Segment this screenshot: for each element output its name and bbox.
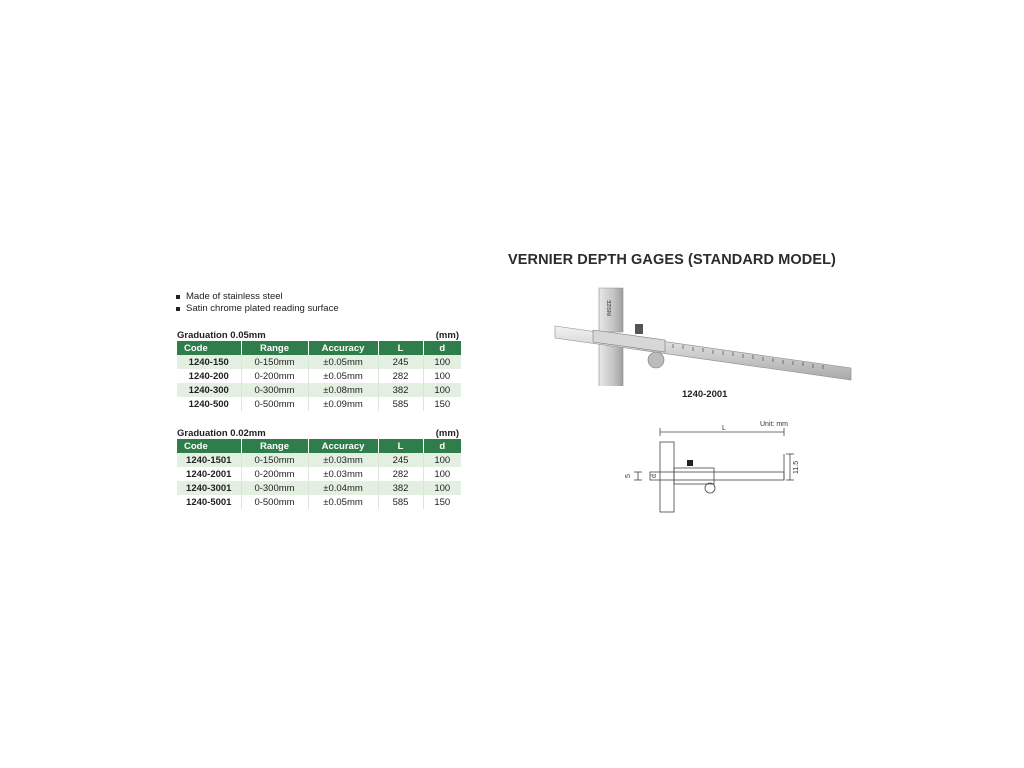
cell-range: 0-500mm: [241, 495, 308, 509]
cell-accuracy: ±0.04mm: [308, 481, 378, 495]
dim-height-label: 11.5: [793, 460, 800, 474]
column-header-code: Code: [177, 439, 241, 453]
spec-table-header: [177, 426, 461, 439]
cell-accuracy: ±0.03mm: [308, 467, 378, 481]
dim-depth-label: d: [651, 474, 658, 478]
cell-code: 1240-3001: [177, 481, 241, 495]
column-header-d: d: [423, 439, 461, 453]
cell-d: 150: [423, 495, 461, 509]
cell-l: 382: [378, 481, 423, 495]
table-header-row: [177, 439, 461, 453]
spec-table: [177, 439, 461, 509]
column-header-d: d: [423, 341, 461, 355]
column-header-code: Code: [177, 341, 241, 355]
dim-length-label: L: [722, 425, 726, 432]
cell-code: 1240-1501: [177, 453, 241, 467]
spec-table-header: [177, 328, 461, 341]
cell-code: 1240-5001: [177, 495, 241, 509]
cell-accuracy: ±0.08mm: [308, 383, 378, 397]
unit-label: (mm): [435, 330, 459, 341]
cell-accuracy: ±0.05mm: [308, 355, 378, 369]
cell-l: 382: [378, 383, 423, 397]
cell-l: 245: [378, 453, 423, 467]
column-header-l: L: [378, 439, 423, 453]
graduation-label: Graduation 0.02mm: [177, 428, 266, 439]
cell-accuracy: ±0.05mm: [308, 369, 378, 383]
cell-l: 282: [378, 369, 423, 383]
table-row: [177, 481, 461, 495]
cell-d: 100: [423, 467, 461, 481]
spec-table-block-002: [177, 426, 461, 509]
cell-l: 245: [378, 355, 423, 369]
table-row: [177, 369, 461, 383]
cell-l: 585: [378, 397, 423, 411]
cell-code: 1240-200: [177, 369, 241, 383]
column-header-accuracy: Accuracy: [308, 341, 378, 355]
feature-item: Made of stainless steel: [176, 291, 339, 303]
table-row: [177, 397, 461, 411]
cell-d: 100: [423, 355, 461, 369]
feature-item: Satin chrome plated reading surface: [176, 303, 339, 315]
table-row: [177, 383, 461, 397]
spec-table: [177, 341, 461, 411]
column-header-range: Range: [241, 439, 308, 453]
cell-accuracy: ±0.05mm: [308, 495, 378, 509]
page-title: VERNIER DEPTH GAGES (STANDARD MODEL): [508, 252, 836, 268]
feature-list: [176, 291, 339, 315]
cell-code: 1240-2001: [177, 467, 241, 481]
cell-accuracy: ±0.09mm: [308, 397, 378, 411]
table-row: [177, 467, 461, 481]
table-header-row: [177, 341, 461, 355]
unit-label: (mm): [435, 428, 459, 439]
column-header-l: L: [378, 341, 423, 355]
technical-drawing: [614, 416, 804, 518]
cell-range: 0-300mm: [241, 481, 308, 495]
cell-range: 0-150mm: [241, 453, 308, 467]
cell-range: 0-300mm: [241, 383, 308, 397]
cell-code: 1240-300: [177, 383, 241, 397]
table-row: [177, 355, 461, 369]
cell-code: 1240-150: [177, 355, 241, 369]
brand-mark: INSIZE: [607, 299, 613, 316]
cell-code: 1240-500: [177, 397, 241, 411]
dim-thickness-label: 5: [625, 474, 632, 478]
spec-table-block-005: [177, 328, 461, 411]
cell-d: 100: [423, 369, 461, 383]
cell-range: 0-200mm: [241, 369, 308, 383]
cell-d: 150: [423, 397, 461, 411]
cell-accuracy: ±0.03mm: [308, 453, 378, 467]
cell-range: 0-150mm: [241, 355, 308, 369]
cell-l: 585: [378, 495, 423, 509]
table-row: [177, 495, 461, 509]
table-row: [177, 453, 461, 467]
column-header-range: Range: [241, 341, 308, 355]
unit-label: Unit: mm: [760, 421, 788, 428]
photo-caption: 1240-2001: [682, 389, 728, 400]
cell-d: 100: [423, 453, 461, 467]
product-photo: [553, 286, 853, 386]
cell-range: 0-500mm: [241, 397, 308, 411]
cell-range: 0-200mm: [241, 467, 308, 481]
cell-l: 282: [378, 467, 423, 481]
cell-d: 100: [423, 481, 461, 495]
cell-d: 100: [423, 383, 461, 397]
graduation-label: Graduation 0.05mm: [177, 330, 266, 341]
column-header-accuracy: Accuracy: [308, 439, 378, 453]
